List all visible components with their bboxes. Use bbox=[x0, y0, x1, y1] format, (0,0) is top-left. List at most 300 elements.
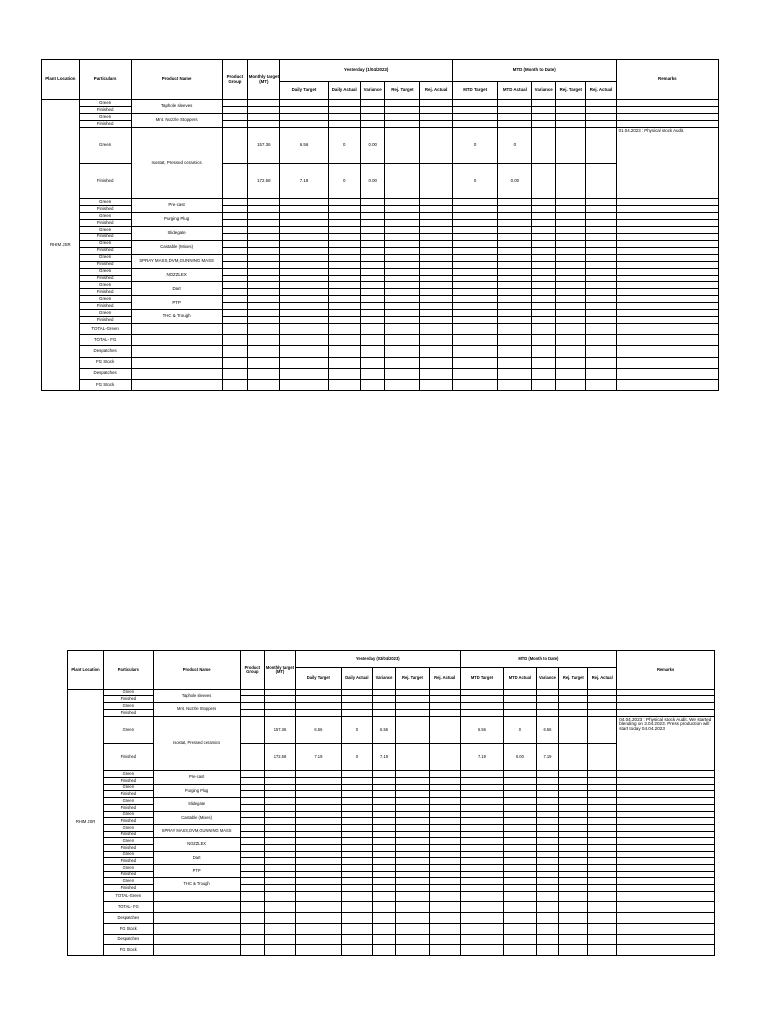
product-name-cell bbox=[153, 923, 240, 934]
daily-target-cell bbox=[280, 254, 328, 261]
product-group-cell bbox=[240, 865, 264, 872]
mtd-actual-cell bbox=[498, 282, 532, 289]
rej-actual-cell bbox=[420, 268, 452, 275]
mtd-variance-cell bbox=[536, 844, 559, 851]
daily-target-cell bbox=[295, 838, 341, 845]
mtd-variance-cell bbox=[536, 913, 559, 924]
variance-cell bbox=[360, 114, 385, 121]
variance-cell bbox=[372, 923, 395, 934]
mtd-target-cell bbox=[460, 851, 504, 858]
table-row bbox=[68, 878, 715, 885]
product-group-cell bbox=[222, 100, 248, 107]
particulars-cell: Despatches bbox=[103, 913, 153, 924]
particulars-cell: TOTAL- FG bbox=[103, 902, 153, 913]
mtd-actual-cell: 0 bbox=[504, 716, 536, 743]
rej-actual-cell bbox=[429, 831, 460, 838]
product-group-cell bbox=[240, 871, 264, 878]
daily-target-cell bbox=[280, 226, 328, 233]
remarks-cell bbox=[617, 696, 715, 703]
table-row bbox=[42, 212, 719, 219]
mtd-target-cell bbox=[452, 240, 498, 247]
mtd-rej-target-cell bbox=[556, 206, 586, 213]
daily-actual-cell bbox=[328, 100, 360, 107]
monthly-target-cell bbox=[248, 289, 280, 296]
monthly-target-cell bbox=[265, 811, 296, 818]
particulars-cell: Finished bbox=[103, 791, 153, 798]
rej-actual-cell bbox=[420, 212, 452, 219]
variance-cell bbox=[372, 902, 395, 913]
variance-cell bbox=[372, 824, 395, 831]
product-group-cell bbox=[240, 913, 264, 924]
monthly-target-cell bbox=[248, 282, 280, 289]
particulars-header: Particulars bbox=[79, 60, 131, 100]
particulars-cell: Finished bbox=[79, 219, 131, 226]
rej-actual-cell bbox=[420, 335, 452, 346]
mtd-variance-cell bbox=[532, 317, 556, 324]
rej-actual-cell bbox=[429, 778, 460, 785]
mtd-target-cell bbox=[452, 219, 498, 226]
daily-actual-cell bbox=[328, 317, 360, 324]
rej-target-cell bbox=[385, 261, 420, 268]
table-row bbox=[42, 268, 719, 275]
mtd-variance-cell bbox=[536, 811, 559, 818]
rej-target-cell bbox=[385, 275, 420, 282]
product-name-cell bbox=[153, 913, 240, 924]
mtd-variance-cell bbox=[536, 885, 559, 892]
rej-actual-cell bbox=[420, 296, 452, 303]
mtd-rej-target-cell bbox=[556, 296, 586, 303]
mtd-rej-actual-cell bbox=[588, 709, 617, 716]
mtd-target-cell bbox=[460, 791, 504, 798]
daily-target-cell bbox=[295, 798, 341, 805]
mtd-actual-header: MTD Actual bbox=[498, 82, 532, 100]
rej-target-cell bbox=[385, 335, 420, 346]
mtd-rej-target-cell bbox=[556, 289, 586, 296]
remarks-cell bbox=[616, 247, 718, 254]
monthly-target-cell bbox=[265, 831, 296, 838]
rej-target-cell bbox=[396, 851, 429, 858]
product-group-cell bbox=[222, 296, 248, 303]
rej-actual-cell bbox=[429, 923, 460, 934]
rej-actual-cell bbox=[429, 743, 460, 770]
product-group-cell bbox=[240, 778, 264, 785]
mtd-variance-cell bbox=[536, 878, 559, 885]
mtd-variance-cell bbox=[536, 804, 559, 811]
daily-actual-cell bbox=[341, 811, 372, 818]
monthly-target-cell: 157.36 bbox=[265, 716, 296, 743]
mtd-variance-cell bbox=[536, 891, 559, 902]
particulars-cell: Despatches bbox=[79, 346, 131, 357]
table-row bbox=[42, 282, 719, 289]
remarks-cell bbox=[616, 310, 718, 317]
variance-cell: 0.00 bbox=[360, 163, 385, 198]
mtd-actual-cell bbox=[498, 296, 532, 303]
mtd-rej-target-cell bbox=[559, 945, 588, 956]
mtd-rej-actual-cell bbox=[588, 934, 617, 945]
rej-actual-cell bbox=[420, 346, 452, 357]
mtd-rej-actual-cell bbox=[586, 296, 616, 303]
variance-cell bbox=[372, 798, 395, 805]
mtd-actual-cell bbox=[498, 275, 532, 282]
rej-target-cell bbox=[396, 709, 429, 716]
daily-actual-cell bbox=[328, 107, 360, 114]
daily-actual-cell bbox=[328, 282, 360, 289]
particulars-cell: Green bbox=[79, 296, 131, 303]
mtd-rej-target-cell bbox=[556, 240, 586, 247]
daily-actual-cell bbox=[328, 212, 360, 219]
particulars-cell: Green bbox=[79, 282, 131, 289]
mtd-actual-cell bbox=[498, 335, 532, 346]
production-table bbox=[41, 59, 719, 391]
mtd-rej-actual-header: Rej. Actual bbox=[588, 667, 617, 689]
mtd-actual-cell bbox=[498, 240, 532, 247]
remarks-cell bbox=[616, 296, 718, 303]
monthly-target-cell bbox=[248, 121, 280, 128]
rej-actual-cell bbox=[429, 824, 460, 831]
mtd-rej-actual-cell bbox=[586, 240, 616, 247]
remarks-cell bbox=[616, 206, 718, 213]
remarks-cell bbox=[617, 891, 715, 902]
monthly-target-cell bbox=[265, 771, 296, 778]
daily-target-cell bbox=[280, 303, 328, 310]
table-row bbox=[68, 703, 715, 710]
monthly-target-cell bbox=[265, 851, 296, 858]
mtd-rej-target-cell bbox=[556, 219, 586, 226]
rej-actual-cell bbox=[429, 689, 460, 696]
product-name-cell: Pre-cast bbox=[131, 199, 222, 213]
particulars-cell: FG Stock bbox=[79, 357, 131, 368]
mtd-target-header: MTD Target bbox=[460, 667, 504, 689]
product-group-cell bbox=[240, 811, 264, 818]
table-row bbox=[42, 100, 719, 107]
variance-cell: 7.19 bbox=[372, 743, 395, 770]
daily-target-cell bbox=[280, 240, 328, 247]
mtd-rej-actual-cell bbox=[586, 357, 616, 368]
remarks-cell bbox=[617, 703, 715, 710]
header-row bbox=[68, 651, 715, 668]
rej-actual-cell bbox=[429, 716, 460, 743]
product-group-cell bbox=[240, 798, 264, 805]
rej-actual-cell bbox=[429, 703, 460, 710]
product-name-header: Product Name bbox=[131, 60, 222, 100]
mtd-actual-cell bbox=[504, 945, 536, 956]
product-name-cell: Purging Plug bbox=[153, 784, 240, 797]
rej-actual-cell bbox=[420, 121, 452, 128]
variance-cell bbox=[360, 289, 385, 296]
remarks-cell bbox=[617, 818, 715, 825]
variance-cell bbox=[360, 212, 385, 219]
remarks-cell bbox=[617, 811, 715, 818]
mtd-variance-cell bbox=[532, 324, 556, 335]
mtd-target-cell bbox=[452, 368, 498, 379]
rej-target-cell bbox=[385, 100, 420, 107]
rej-target-cell bbox=[385, 121, 420, 128]
remarks-cell bbox=[616, 226, 718, 233]
rej-target-cell bbox=[396, 703, 429, 710]
product-name-cell: NOZZLEX bbox=[153, 838, 240, 851]
mtd-actual-cell bbox=[504, 709, 536, 716]
monthly-target-cell bbox=[248, 335, 280, 346]
product-group-cell bbox=[222, 212, 248, 219]
mtd-rej-target-cell bbox=[556, 233, 586, 240]
mtd-rej-target-cell bbox=[559, 838, 588, 845]
mtd-actual-cell bbox=[498, 346, 532, 357]
rej-target-cell bbox=[396, 689, 429, 696]
mtd-variance-cell bbox=[536, 824, 559, 831]
daily-target-cell bbox=[280, 114, 328, 121]
particulars-cell: Finished bbox=[103, 743, 153, 770]
variance-cell: 0.00 bbox=[360, 128, 385, 163]
monthly-target-cell bbox=[265, 858, 296, 865]
table-row bbox=[42, 346, 719, 357]
mtd-rej-target-cell bbox=[556, 199, 586, 206]
monthly-target-cell bbox=[265, 778, 296, 785]
daily-actual-cell bbox=[328, 240, 360, 247]
daily-target-cell bbox=[280, 107, 328, 114]
mtd-rej-actual-cell bbox=[588, 824, 617, 831]
monthly-target-cell bbox=[248, 275, 280, 282]
table-row bbox=[68, 716, 715, 743]
variance-cell bbox=[360, 107, 385, 114]
mtd-target-cell bbox=[460, 902, 504, 913]
rej-actual-cell bbox=[429, 804, 460, 811]
variance-cell bbox=[360, 346, 385, 357]
mtd-rej-actual-cell bbox=[586, 128, 616, 163]
daily-target-cell bbox=[295, 878, 341, 885]
daily-target-cell bbox=[280, 121, 328, 128]
yesterday-header: Yesterday (03/04/2023) bbox=[295, 651, 460, 668]
rej-target-cell bbox=[396, 818, 429, 825]
remarks-cell bbox=[616, 379, 718, 390]
mtd-rej-actual-cell bbox=[588, 804, 617, 811]
rej-actual-cell bbox=[420, 100, 452, 107]
table-row bbox=[42, 310, 719, 317]
mtd-rej-actual-cell bbox=[586, 268, 616, 275]
mtd-variance-cell bbox=[532, 335, 556, 346]
particulars-cell: TOTAL- FG bbox=[79, 335, 131, 346]
rej-target-cell bbox=[396, 891, 429, 902]
mtd-rej-target-cell bbox=[559, 878, 588, 885]
particulars-cell: Finished bbox=[103, 844, 153, 851]
product-name-cell: Isostat, Pressed ceramics bbox=[153, 716, 240, 771]
product-name-cell: Dart bbox=[153, 851, 240, 864]
daily-actual-cell bbox=[341, 844, 372, 851]
mtd-target-cell bbox=[452, 324, 498, 335]
monthly-target-cell bbox=[248, 247, 280, 254]
product-group-cell bbox=[240, 791, 264, 798]
daily-target-cell bbox=[280, 247, 328, 254]
rej-actual-cell bbox=[429, 798, 460, 805]
rej-actual-cell bbox=[420, 128, 452, 163]
remarks-cell bbox=[617, 878, 715, 885]
remarks-cell bbox=[616, 346, 718, 357]
mtd-target-cell bbox=[452, 303, 498, 310]
variance-cell bbox=[372, 878, 395, 885]
remarks-cell bbox=[616, 282, 718, 289]
daily-actual-cell bbox=[328, 289, 360, 296]
daily-actual-cell bbox=[328, 206, 360, 213]
particulars-cell: Finished bbox=[79, 233, 131, 240]
daily-actual-cell bbox=[341, 858, 372, 865]
mtd-actual-cell bbox=[504, 798, 536, 805]
rej-target-header: Rej. Target bbox=[396, 667, 429, 689]
mtd-rej-target-cell bbox=[559, 858, 588, 865]
product-group-cell bbox=[240, 743, 264, 770]
remarks-cell bbox=[617, 778, 715, 785]
mtd-rej-actual-cell bbox=[588, 945, 617, 956]
daily-actual-cell bbox=[341, 878, 372, 885]
production-report-1 bbox=[41, 59, 719, 390]
rej-target-cell bbox=[385, 368, 420, 379]
particulars-cell: Green bbox=[103, 716, 153, 743]
daily-actual-cell bbox=[341, 798, 372, 805]
product-name-cell: SPRAY MASS,DVM,GUNNING MASS bbox=[153, 824, 240, 837]
variance-cell bbox=[372, 913, 395, 924]
particulars-cell: Despatches bbox=[79, 368, 131, 379]
daily-actual-cell bbox=[341, 778, 372, 785]
table-row bbox=[68, 865, 715, 872]
daily-target-cell bbox=[280, 310, 328, 317]
remarks-cell bbox=[616, 199, 718, 206]
daily-actual-cell bbox=[328, 275, 360, 282]
remarks-header: Remarks bbox=[616, 60, 718, 100]
daily-actual-cell bbox=[341, 804, 372, 811]
remarks-cell bbox=[617, 838, 715, 845]
daily-actual-cell bbox=[341, 865, 372, 872]
mtd-variance-cell bbox=[532, 206, 556, 213]
rej-actual-cell bbox=[429, 945, 460, 956]
daily-actual-cell bbox=[341, 818, 372, 825]
mtd-variance-cell bbox=[536, 831, 559, 838]
product-name-cell bbox=[131, 335, 222, 346]
rej-target-cell bbox=[396, 811, 429, 818]
monthly-target-cell bbox=[265, 891, 296, 902]
monthly-target-cell bbox=[265, 865, 296, 872]
product-group-cell bbox=[222, 114, 248, 121]
rej-target-cell bbox=[396, 945, 429, 956]
daily-target-cell bbox=[295, 784, 341, 791]
product-group-cell bbox=[240, 891, 264, 902]
product-group-cell bbox=[222, 335, 248, 346]
remarks-cell bbox=[617, 885, 715, 892]
particulars-cell: Finished bbox=[79, 206, 131, 213]
mtd-rej-target-cell bbox=[556, 368, 586, 379]
product-name-cell: Purging Plug bbox=[131, 212, 222, 226]
product-name-cell: Pre-cast bbox=[153, 771, 240, 784]
monthly-target-cell bbox=[248, 317, 280, 324]
variance-cell bbox=[360, 317, 385, 324]
daily-target-cell bbox=[280, 212, 328, 219]
particulars-cell: Finished bbox=[103, 871, 153, 878]
mtd-variance-cell bbox=[532, 261, 556, 268]
mtd-rej-target-cell bbox=[559, 824, 588, 831]
mtd-actual-cell bbox=[498, 233, 532, 240]
mtd-actual-cell bbox=[504, 824, 536, 831]
monthly-target-cell bbox=[248, 240, 280, 247]
rej-actual-cell bbox=[429, 838, 460, 845]
daily-actual-cell bbox=[341, 838, 372, 845]
mtd-variance-cell bbox=[536, 696, 559, 703]
mtd-rej-target-header: Rej. Target bbox=[556, 82, 586, 100]
mtd-variance-cell bbox=[532, 303, 556, 310]
daily-actual-header: Daily Actual bbox=[341, 667, 372, 689]
mtd-target-header: MTD Target bbox=[452, 82, 498, 100]
table-row bbox=[42, 240, 719, 247]
daily-actual-cell bbox=[328, 121, 360, 128]
mtd-rej-actual-cell bbox=[588, 784, 617, 791]
mtd-variance-cell bbox=[532, 240, 556, 247]
rej-actual-cell bbox=[429, 865, 460, 872]
mtd-rej-target-cell bbox=[556, 121, 586, 128]
particulars-cell: Finished bbox=[79, 289, 131, 296]
rej-actual-cell bbox=[420, 163, 452, 198]
daily-target-cell bbox=[280, 368, 328, 379]
remarks-cell bbox=[616, 254, 718, 261]
mtd-rej-actual-cell bbox=[586, 254, 616, 261]
mtd-rej-actual-cell bbox=[586, 219, 616, 226]
mtd-rej-actual-cell bbox=[588, 923, 617, 934]
product-group-cell bbox=[222, 289, 248, 296]
rej-target-cell bbox=[385, 303, 420, 310]
mtd-rej-target-cell bbox=[559, 689, 588, 696]
product-group-cell bbox=[240, 885, 264, 892]
mtd-actual-cell bbox=[498, 303, 532, 310]
mtd-target-cell: 6.56 bbox=[460, 716, 504, 743]
mtd-variance-cell bbox=[536, 923, 559, 934]
mtd-variance-cell bbox=[532, 212, 556, 219]
mtd-actual-cell bbox=[498, 289, 532, 296]
daily-target-cell bbox=[280, 275, 328, 282]
rej-actual-cell bbox=[420, 240, 452, 247]
mtd-rej-target-cell bbox=[559, 771, 588, 778]
mtd-actual-cell bbox=[504, 811, 536, 818]
mtd-variance-cell bbox=[532, 357, 556, 368]
remarks-cell bbox=[617, 709, 715, 716]
mtd-actual-cell bbox=[498, 368, 532, 379]
rej-actual-header: Rej. Actual bbox=[420, 82, 452, 100]
product-group-cell bbox=[240, 878, 264, 885]
mtd-target-cell bbox=[460, 945, 504, 956]
mtd-rej-target-cell bbox=[559, 791, 588, 798]
particulars-cell: Green bbox=[103, 878, 153, 885]
monthly-target-cell bbox=[248, 233, 280, 240]
mtd-target-cell bbox=[460, 923, 504, 934]
mtd-target-cell bbox=[460, 784, 504, 791]
product-name-cell: Slidegate bbox=[153, 798, 240, 811]
monthly-target-cell bbox=[248, 357, 280, 368]
mtd-actual-cell bbox=[504, 771, 536, 778]
mtd-variance-cell bbox=[532, 346, 556, 357]
rej-target-cell bbox=[396, 871, 429, 878]
mtd-rej-actual-cell bbox=[586, 289, 616, 296]
variance-cell bbox=[360, 379, 385, 390]
table-row bbox=[68, 771, 715, 778]
product-group-cell bbox=[240, 709, 264, 716]
monthly-target-cell bbox=[265, 923, 296, 934]
mtd-rej-actual-cell bbox=[586, 100, 616, 107]
mtd-target-cell bbox=[460, 934, 504, 945]
rej-actual-cell bbox=[420, 324, 452, 335]
variance-cell bbox=[372, 844, 395, 851]
daily-target-cell bbox=[295, 851, 341, 858]
monthly-target-cell bbox=[265, 885, 296, 892]
mtd-rej-actual-cell bbox=[588, 851, 617, 858]
particulars-cell: Green bbox=[79, 199, 131, 206]
variance-cell bbox=[372, 696, 395, 703]
daily-actual-cell bbox=[341, 709, 372, 716]
mtd-rej-actual-cell bbox=[586, 324, 616, 335]
daily-target-cell bbox=[280, 317, 328, 324]
